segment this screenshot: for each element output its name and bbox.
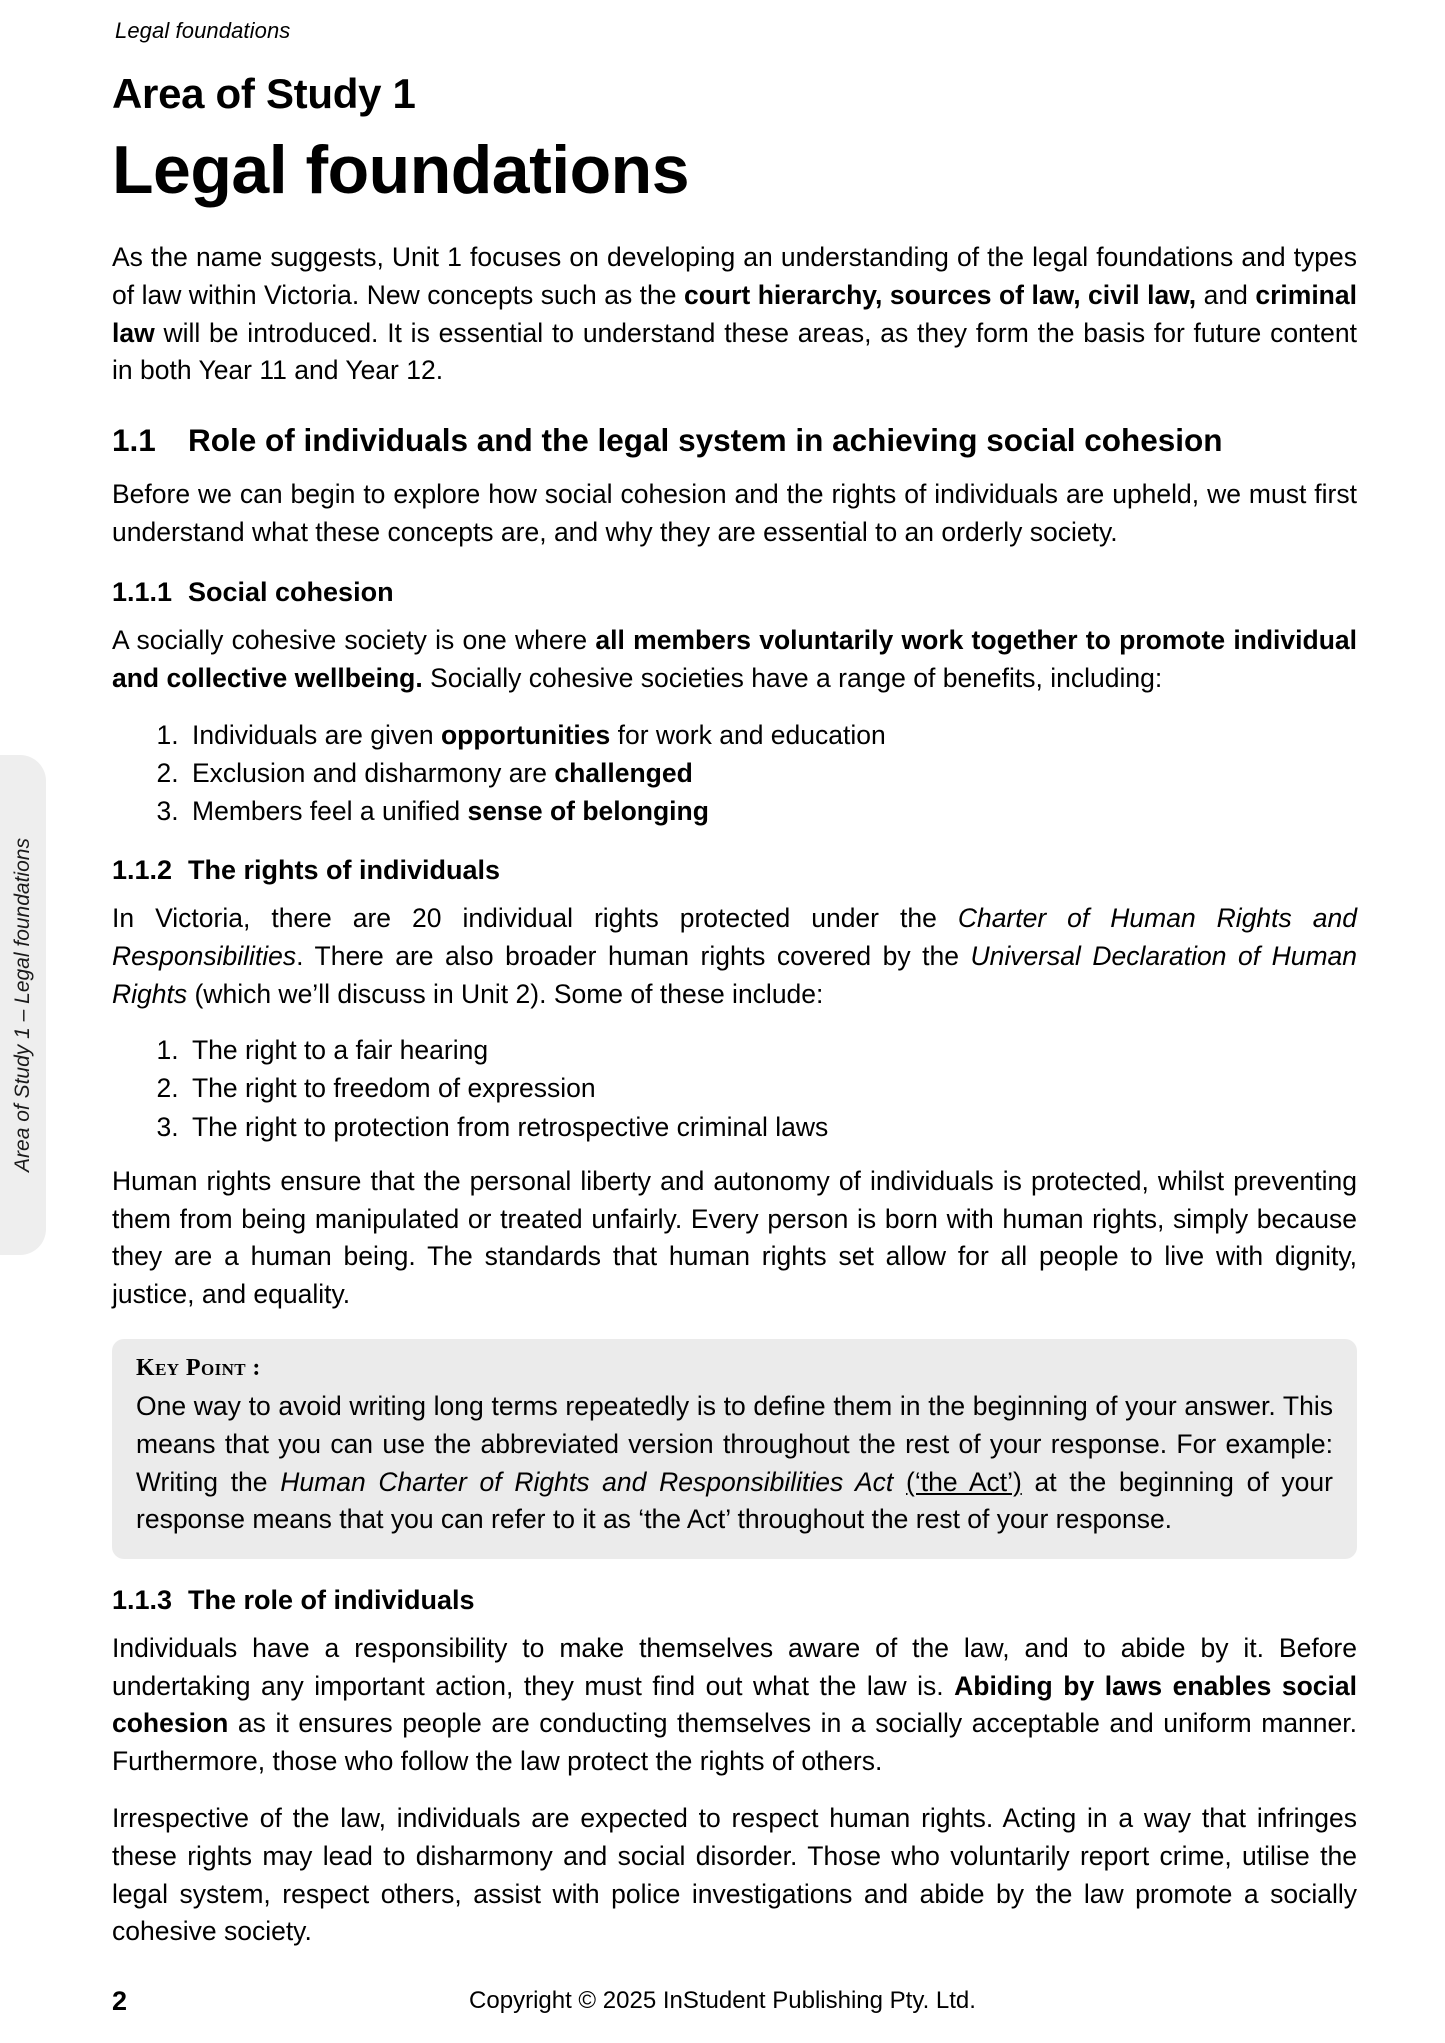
intro-bold-2: criminal law: [112, 279, 1357, 348]
s113-text-a: Individuals have a responsibility to make themselves aware of the law, and to abide by it. Before undertaking any important action, they must find out what the law is.: [112, 1632, 1357, 1701]
list-item: 1. The right to a fair hearing: [186, 1033, 1357, 1068]
page-content: [112, 70, 1357, 1971]
subsection-heading-1-1-1: [112, 577, 1357, 608]
s112-italic-1: Charter of Human Rights and Responsibilities: [112, 903, 1357, 971]
s113-text-b: as it ensures people are conducting themselves in a socially acceptable and uniform manner. Furthermore, those who follow the law protect the rights of others.: [112, 1708, 1357, 1776]
section-1-1-3-paragraph-2: Irrespective of the law, individuals are expected to respect human rights. Acting in a way that infringes these rights may lead to disharmony and social disorder. Those who voluntarily report crime, utilise the legal system, respect others, assist with police investigations and abide by the law promote a socially cohesive society.: [112, 1803, 1357, 1947]
item-pre: Members feel a unified: [192, 796, 468, 827]
key-point-body: [136, 1388, 1333, 1539]
subsection-title-1-1-1: Social cohesion: [188, 577, 394, 608]
list-item: 3. The right to protection from retrospective criminal laws: [186, 1110, 1357, 1145]
list-item: [186, 794, 1357, 829]
s111-bold: all members voluntarily work together to promote individual and collective wellbeing.: [112, 625, 1357, 694]
key-point-callout: [112, 1339, 1357, 1559]
item-bold: opportunities: [440, 719, 611, 750]
subsection-heading-1-1-2: [112, 855, 1357, 886]
kp-space: [893, 1467, 906, 1497]
section-title-1-1: Role of individuals and the legal system in achieving social cohesion: [188, 421, 1223, 458]
subsection-number-1-1-1: 1.1.1: [112, 577, 173, 608]
item-pre: Exclusion and disharmony are: [192, 757, 555, 788]
intro-bold-1: court hierarchy, sources of law, civil law,: [683, 279, 1197, 310]
kp-underline: (‘the Act’): [906, 1466, 1022, 1497]
list-item: 2. The right to freedom of expression: [186, 1071, 1357, 1106]
item-post: for work and education: [610, 719, 886, 750]
running-header: Legal foundations: [115, 18, 291, 43]
s112-text-a: In Victoria, there are 20 individual rights protected under the: [112, 903, 958, 934]
key-point-label: Key Point :: [136, 1355, 261, 1382]
social-cohesion-benefits-list: [112, 718, 1357, 830]
s112-italic-2: Universal Declaration of Human Rights: [112, 941, 1357, 1009]
area-of-study-label: Area of Study 1: [112, 70, 416, 117]
list-item: [186, 756, 1357, 791]
s113-bold: Abiding by laws enables social cohesion: [112, 1670, 1357, 1739]
s112-text-b: . There are also broader human rights covered by the: [296, 941, 971, 971]
subsection-number-1-1-2: 1.1.2: [112, 855, 173, 886]
subsection-number-1-1-3: 1.1.3: [112, 1584, 173, 1615]
section-1-1-2-paragraph-1: [112, 900, 1357, 1013]
page-number: 2: [112, 1986, 128, 2016]
section-1-1-intro: Before we can begin to explore how social cohesion and the rights of individuals are upheld, we must first understand what these concepts are, and why they are essential to an orderly society.: [112, 479, 1357, 547]
list-item: [186, 718, 1357, 753]
subsection-title-1-1-3: The role of individuals: [188, 1584, 475, 1615]
section-1-1-3-paragraph-1: [112, 1630, 1357, 1781]
s112-text-c: (which we’ll discuss in Unit 2). Some of these include:: [187, 978, 824, 1009]
intro-paragraph: [112, 239, 1357, 390]
subsection-heading-1-1-3: [112, 1585, 1357, 1616]
chapter-title: Legal foundations: [112, 132, 690, 208]
kp-text-a: One way to avoid writing long terms repeatedly is to define them in the beginning of your answer. This means that you can use the abbreviated version throughout the rest of your response. For example: Writing the: [136, 1391, 1333, 1497]
item-bold: challenged: [554, 757, 693, 788]
kp-text-c: at the beginning of your response means that you can refer to it as ‘the Act’ throughout the rest of your response.: [136, 1466, 1333, 1535]
copyright-notice: Copyright © 2025 InStudent Publishing Pty. Ltd.: [469, 1987, 976, 2014]
section-1-1-1-paragraph: [112, 622, 1357, 697]
subsection-title-1-1-2: The rights of individuals: [188, 855, 501, 886]
section-1-1-2-paragraph-2: Human rights ensure that the personal liberty and autonomy of individuals is protected, whilst preventing them from being manipulated or treated unfairly. Every person is born with human rights, simply because they are a human being. The standards that human rights set allow for all people to live with dignity, justice, and equality.: [112, 1165, 1357, 1309]
side-tab: [0, 755, 46, 1255]
kp-italic: Human Charter of Rights and Responsibilities Act: [280, 1466, 894, 1497]
intro-text-c: will be introduced. It is essential to understand these areas, as they form the basis for future content in both Year 11 and Year 12.: [112, 317, 1357, 386]
individual-rights-list: [112, 1033, 1357, 1145]
s111-text-a: A socially cohesive society is one where: [112, 625, 596, 656]
item-bold: sense of belonging: [467, 796, 709, 827]
page-footer: [0, 1977, 1445, 2017]
side-tab-label: Area of Study 1 – Legal foundations: [11, 838, 34, 1172]
intro-text-b: and: [1196, 279, 1256, 310]
section-heading-1-1: [112, 420, 1357, 460]
s111-text-b: Socially cohesive societies have a range of benefits, including:: [422, 663, 1163, 694]
intro-text-a: As the name suggests, Unit 1 focuses on developing an understanding of the legal foundations and types of law within Victoria. New concepts such as the: [112, 242, 1357, 310]
item-pre: Individuals are given: [192, 719, 441, 750]
section-number-1-1: 1.1: [112, 421, 156, 458]
